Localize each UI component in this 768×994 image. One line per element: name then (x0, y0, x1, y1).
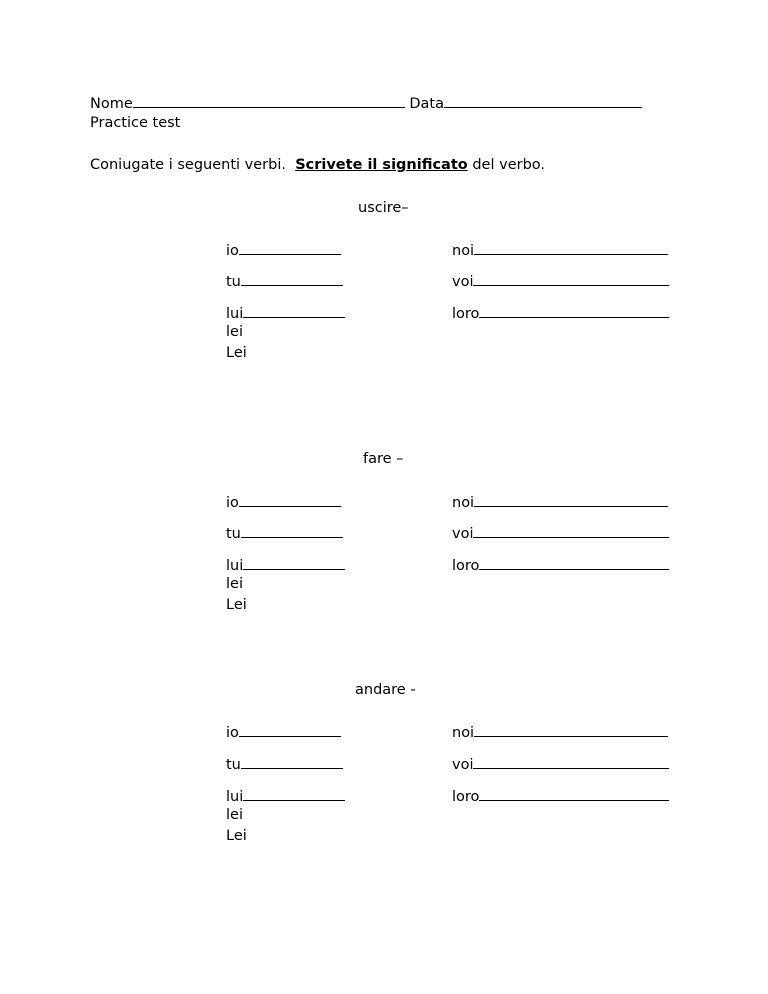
answer-blank[interactable] (241, 755, 343, 769)
conj-row-voi (452, 272, 669, 290)
page-subtitle: Practice test (90, 115, 181, 131)
pronoun-label: tu (226, 757, 241, 773)
pronoun-label: lui (226, 306, 244, 322)
pronoun-lei: lei (226, 576, 243, 592)
pronoun-label: noi (452, 495, 475, 511)
conj-row-lui (226, 304, 345, 322)
pronoun-label: loro (452, 789, 480, 805)
pronoun-label: loro (452, 558, 480, 574)
answer-blank[interactable] (243, 556, 345, 570)
answer-blank[interactable] (474, 723, 668, 737)
instructions (90, 158, 545, 173)
pronoun-label: tu (226, 526, 241, 542)
answer-blank[interactable] (479, 304, 669, 318)
conj-row-noi (452, 723, 668, 741)
verb-title: fare – (363, 451, 404, 467)
verb-title: uscire– (358, 200, 409, 216)
name-label: Nome (90, 96, 133, 112)
answer-blank[interactable] (239, 493, 341, 507)
answer-blank[interactable] (474, 493, 668, 507)
date-label: Data (409, 96, 444, 112)
answer-blank[interactable] (473, 272, 669, 286)
answer-blank[interactable] (241, 524, 343, 538)
conj-row-lui (226, 787, 345, 805)
conj-row-voi (452, 524, 669, 542)
instructions-text: Coniugate i seguenti verbi. (90, 157, 286, 173)
conj-row-io (226, 493, 341, 511)
verb-title: andare - (355, 682, 416, 698)
pronoun-label: io (226, 495, 239, 511)
pronoun-label: io (226, 725, 239, 741)
conj-row-loro (452, 787, 669, 805)
pronoun-lei: lei (226, 324, 243, 340)
answer-blank[interactable] (479, 787, 669, 801)
conj-row-loro (452, 304, 669, 322)
pronoun-lei-formal: Lei (226, 828, 247, 844)
pronoun-label: voi (452, 526, 474, 542)
pronoun-label: lui (226, 558, 244, 574)
answer-blank[interactable] (479, 556, 669, 570)
answer-blank[interactable] (243, 304, 345, 318)
conj-row-tu (226, 755, 343, 773)
pronoun-label: io (226, 243, 239, 259)
conj-row-noi (452, 493, 668, 511)
instructions-emphasis: Scrivete il significato (295, 157, 468, 173)
pronoun-label: noi (452, 725, 475, 741)
conj-row-tu (226, 272, 343, 290)
name-blank[interactable] (133, 94, 405, 108)
answer-blank[interactable] (243, 787, 345, 801)
conj-row-tu (226, 524, 343, 542)
pronoun-lei-formal: Lei (226, 345, 247, 361)
conj-row-noi (452, 241, 668, 259)
pronoun-label: tu (226, 274, 241, 290)
pronoun-label: noi (452, 243, 475, 259)
instructions-tail: del verbo. (472, 157, 545, 173)
conj-row-io (226, 241, 341, 259)
date-blank[interactable] (444, 94, 642, 108)
name-row (90, 94, 642, 112)
conj-row-voi (452, 755, 669, 773)
answer-blank[interactable] (474, 241, 668, 255)
pronoun-lei-formal: Lei (226, 597, 247, 613)
pronoun-label: voi (452, 274, 474, 290)
conj-row-loro (452, 556, 669, 574)
pronoun-lei: lei (226, 807, 243, 823)
answer-blank[interactable] (473, 755, 669, 769)
conj-row-lui (226, 556, 345, 574)
answer-blank[interactable] (241, 272, 343, 286)
pronoun-label: loro (452, 306, 480, 322)
pronoun-label: lui (226, 789, 244, 805)
answer-blank[interactable] (473, 524, 669, 538)
answer-blank[interactable] (239, 723, 341, 737)
pronoun-label: voi (452, 757, 474, 773)
answer-blank[interactable] (239, 241, 341, 255)
conj-row-io (226, 723, 341, 741)
